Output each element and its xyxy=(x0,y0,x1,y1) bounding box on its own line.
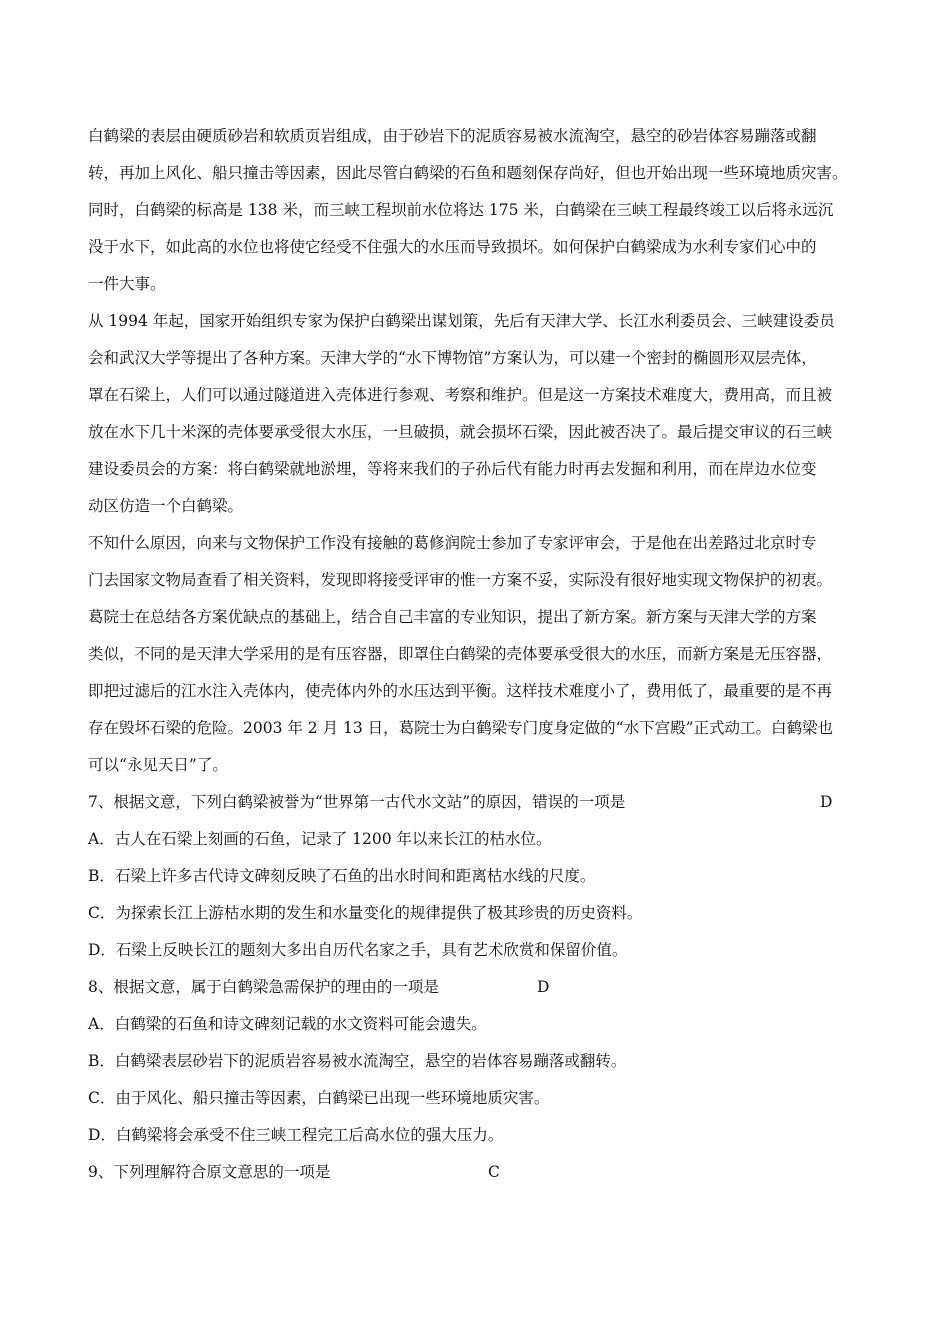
text-line: 类似，不同的是天津大学采用的是有压容器，即罩住白鹤梁的壳体要承受很大的水压，而新方案是无压容器， xyxy=(88,645,833,663)
question-text: 9、下列理解符合原文意思的一项是 xyxy=(88,1163,331,1181)
text-line: 转，再加上风化、船只撞击等因素，因此尽管白鹤梁的石鱼和题刻保存尚好，但也开始出现一些环境地质灾害。 xyxy=(88,164,848,182)
text-line: 可以“永见天日”了。 xyxy=(88,756,228,774)
option-d: D．石梁上反映长江的题刻大多出自历代名家之手，具有艺术欣赏和保留价值。 xyxy=(88,941,628,959)
text-line: 放在水下几十米深的壳体要承受很大水压，一旦破损，就会损坏石梁，因此被否决了。最后提交审议的石三峡 xyxy=(88,423,833,441)
text-line: 存在毁坏石梁的危险。2003 年 2 月 13 日，葛院士为白鹤梁专门度身定做的“水下宫殿”正式动工。白鹤梁也 xyxy=(88,719,834,737)
option-a: A．古人在石梁上刻画的石鱼，记录了 1200 年以来长江的枯水位。 xyxy=(88,830,552,848)
text-line: 罩在石梁上，人们可以通过隧道进入壳体进行参观、考察和维护。但是这一方案技术难度大，费用高，而且被 xyxy=(88,386,833,404)
question-8 xyxy=(88,969,888,1154)
option-b: B．白鹤梁表层砂岩下的泥质岩容易被水流淘空，悬空的岩体容易蹦落或翻转。 xyxy=(88,1052,627,1070)
question-7 xyxy=(88,784,888,969)
question-stem xyxy=(88,784,888,821)
text-line: 即把过滤后的江水注入壳体内，使壳体内外的水压达到平衡。这样技术难度小了，费用低了，最重要的是不再 xyxy=(88,682,833,700)
text-line: 动区仿造一个白鹤梁。 xyxy=(88,497,244,515)
text-line: 一件大事。 xyxy=(88,275,166,293)
text-line: 会和武汉大学等提出了各种方案。天津大学的“水下博物馆”方案认为，可以建一个密封的椭圆形双层壳体， xyxy=(88,349,817,367)
option-d: D．白鹤梁将会承受不住三峡工程完工后高水位的强大压力。 xyxy=(88,1126,504,1144)
text-line: 从 1994 年起，国家开始组织专家为保护白鹤梁出谋划策，先后有天津大学、长江水利委员会、三峡建设委员 xyxy=(88,312,835,330)
document-body xyxy=(88,118,888,1191)
text-line: 门去国家文物局查看了相关资料，发现即将接受评审的惟一方案不妥，实际没有很好地实现文物保护的初衷。 xyxy=(88,571,833,589)
answer-letter: D xyxy=(537,978,550,996)
text-line: 没于水下，如此高的水位也将使它经受不住强大的水压而导致损坏。如何保护白鹤梁成为水利专家们心中的 xyxy=(88,238,817,256)
question-9 xyxy=(88,1154,888,1191)
text-line: 葛院士在总结各方案优缺点的基础上，结合自己丰富的专业知识，提出了新方案。新方案与天津大学的方案 xyxy=(88,608,817,626)
paragraph-1 xyxy=(88,118,888,303)
question-text: 8、根据文意，属于白鹤梁急需保护的理由的一项是 xyxy=(88,978,439,996)
option-c: C．由于风化、船只撞击等因素，白鹤梁已出现一些环境地质灾害。 xyxy=(88,1089,550,1107)
option-b: B．石梁上许多古代诗文碑刻反映了石鱼的出水时间和距离枯水线的尺度。 xyxy=(88,867,596,885)
question-stem xyxy=(88,1154,888,1191)
question-text: 7、根据文意，下列白鹤梁被誉为“世界第一古代水文站”的原因，错误的一项是 xyxy=(88,793,626,811)
paragraph-3 xyxy=(88,525,888,784)
question-stem xyxy=(88,969,888,1006)
answer-letter: C xyxy=(488,1163,500,1181)
paragraph-2 xyxy=(88,303,888,525)
text-line: 白鹤梁的表层由硬质砂岩和软质页岩组成，由于砂岩下的泥质容易被水流淘空，悬空的砂岩体容易蹦落或翻 xyxy=(88,127,817,145)
text-line: 同时，白鹤梁的标高是 138 米，而三峡工程坝前水位将达 175 米，白鹤梁在三峡工程最终竣工以后将永远沉 xyxy=(88,201,834,219)
option-c: C．为探索长江上游枯水期的发生和水量变化的规律提供了极其珍贵的历史资料。 xyxy=(88,904,643,922)
text-line: 建设委员会的方案：将白鹤梁就地淤埋，等将来我们的子孙后代有能力时再去发掘和利用，而在岸边水位变 xyxy=(88,460,817,478)
option-a: A．白鹤梁的石鱼和诗文碑刻记载的水文资料可能会遗失。 xyxy=(88,1015,487,1033)
answer-letter: D xyxy=(820,793,833,811)
text-line: 不知什么原因，向来与文物保护工作没有接触的葛修润院士参加了专家评审会，于是他在出差路过北京时专 xyxy=(88,534,817,552)
